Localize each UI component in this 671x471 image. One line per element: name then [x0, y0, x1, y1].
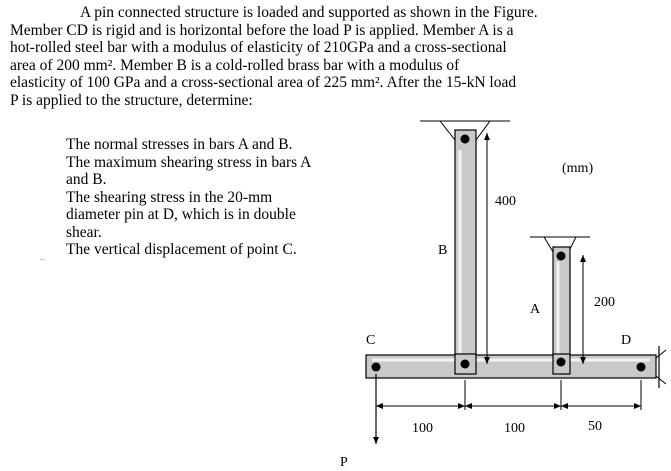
dim-100-mid-label: 100 [504, 421, 525, 436]
rigid-member-CD [366, 355, 656, 378]
task-item: The maximum shearing stress in bars A and B. [66, 153, 311, 188]
bar-B [455, 130, 476, 373]
intro-line: hot-rolled steel bar with a modulus of elasticity of 210GPa and a cross-sectional [10, 39, 507, 56]
intro-line: Member CD is rigid and is horizontal before the load P is applied. Member A is a [10, 21, 514, 39]
label-B: B [438, 243, 448, 258]
units-label: (mm) [562, 161, 594, 176]
pin-C [372, 363, 381, 372]
label-A: A [530, 302, 541, 317]
task-item: The vertical displacement of point C. [66, 241, 297, 258]
dim-100-left-label: 100 [412, 421, 433, 436]
task-item: The normal stresses in bars A and B. [66, 136, 293, 153]
label-C: C [366, 333, 376, 348]
label-D: D [621, 333, 632, 348]
dim-400-label: 400 [495, 194, 516, 209]
wall-support-D [656, 346, 666, 388]
task-item: The shearing stress in the 20-mm diameter pin at D, which is in double shear. [66, 188, 296, 241]
intro-line: area of 200 mm². Member B is a cold-rolled brass bar with a modulus of [10, 56, 460, 74]
dim-200-label: 200 [594, 295, 615, 310]
intro-line: A pin connected structure is loaded and supported as shown in the Figure. [80, 4, 538, 21]
load-label-P: P [340, 455, 348, 470]
pin-A-top [557, 252, 566, 261]
intro-line: P is applied to the structure, determine: [10, 91, 253, 109]
pin-B-top [461, 135, 470, 144]
dim-50-label: 50 [588, 419, 602, 434]
intro-line: elasticity of 100 GPa and a cross-sectional area of 225 mm². After the 15-kN load [10, 74, 517, 91]
bullet-marker: .. [40, 252, 45, 262]
pin-D [637, 363, 646, 372]
horizontal-dimensions [376, 380, 641, 410]
